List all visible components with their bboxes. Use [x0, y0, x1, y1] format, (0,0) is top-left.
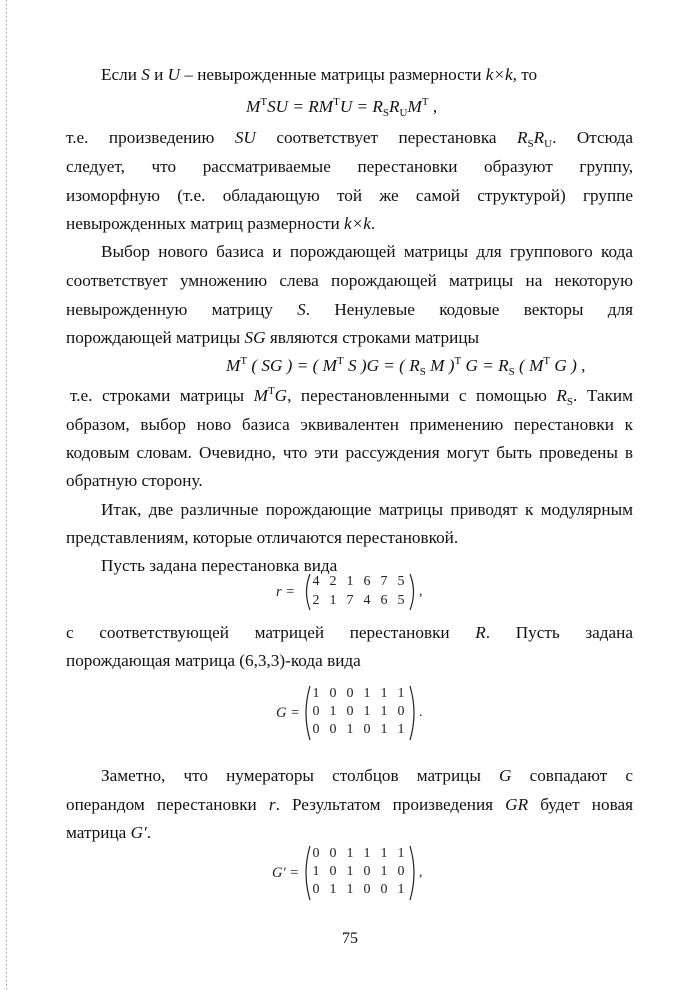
matrix-cell: 1: [346, 882, 354, 897]
matrix-cell: 1: [380, 864, 388, 879]
text-line: изоморфную (т.е. обладающую той же самой структурой) группе: [66, 186, 633, 205]
right-parenthesis: [408, 685, 418, 741]
right-parenthesis: [408, 845, 418, 901]
matrix-cell: 4: [363, 593, 371, 608]
right-parenthesis: [408, 573, 418, 611]
matrix-cell: 7: [380, 574, 388, 589]
text-line: порождающей матрицы SG являются строками матрицы: [66, 328, 480, 347]
matrix-cell: 0: [329, 686, 337, 701]
matrix-cell: 7: [346, 593, 354, 608]
matrix-cell: 5: [397, 574, 405, 589]
matrix-cell: 1: [312, 864, 320, 879]
matrix-cell: 6: [380, 593, 388, 608]
matrix-cell: 1: [397, 846, 405, 861]
generator-matrix-G: G = 1 0 0 1 1 1 0 1 0 1 1 0 0 0 1 0 1 1 .: [276, 683, 436, 743]
text-line: операндом перестановки r. Результатом произведения GR будет новая: [66, 795, 634, 814]
matrix-cell: 2: [312, 593, 320, 608]
matrix-cell: 0: [312, 882, 320, 897]
text-line: невырожденных матриц размерности k×k.: [66, 214, 376, 233]
text-line: обратную сторону.: [66, 471, 203, 490]
text-line: с соответствующей матрицей перестановки R. Пусть задана: [66, 623, 633, 642]
text-line: образом, выбор ново базиса эквивалентен применению перестановки к: [66, 415, 633, 434]
matrix-cell: 1: [397, 882, 405, 897]
matrix-G-prime: G′ = 0 0 1 1 1 1 1 0 1 0 1 0 0 1 1 0 0 1 ,: [272, 843, 436, 903]
text-line: Выбор нового базиса и порождающей матрицы для группового кода: [101, 242, 633, 261]
matrix-cell: 1: [312, 686, 320, 701]
text-line: Пусть задана перестановка вида: [101, 556, 338, 575]
text-line: невырожденную матрицу S. Ненулевые кодовые векторы для: [66, 300, 633, 319]
matrix-cell: 1: [397, 722, 405, 737]
matrix-cell: 4: [312, 574, 320, 589]
matrix-cell: 0: [380, 882, 388, 897]
matrix-cell: 0: [312, 846, 320, 861]
text-line: т.е. произведению SU соответствует перестановка $R_SR_U$. Отсюда: [66, 128, 633, 150]
matrix-cell: 5: [397, 593, 405, 608]
permutation-matrix: r = 4 2 1 6 7 5 2 1 7 4 6 5 ,: [276, 571, 436, 613]
equation: $M^T$ ( SG ) = ( $M^T$ S )G = ( $R_S$ M )$^T$ $G = R_S$ ( $M^T$ G ) ,: [226, 355, 586, 378]
text-line: Заметно, что нумераторы столбцов матрицы G совпадают с: [101, 766, 633, 785]
matrix-cell: 1: [363, 846, 371, 861]
matrix-cell: 1: [346, 574, 354, 589]
text-line: т.е. строками матрицы $M^TG$, перестановленными с помощью $R_S$. Таким: [70, 385, 633, 408]
matrix-cell: 1: [380, 722, 388, 737]
matrix-cell: 1: [363, 686, 371, 701]
matrix-cell: 1: [346, 846, 354, 861]
page-edge-dotted-line: [6, 0, 7, 990]
text-line: Итак, две различные порождающие матрицы приводят к модулярным: [101, 500, 633, 519]
matrix-cell: 0: [329, 846, 337, 861]
equation: $M^TSU = RM^TU = R_SR_UM^T$ ,: [246, 96, 438, 119]
text-line: порождающая матрица (6,3,3)-кода вида: [66, 651, 361, 670]
matrix-cell: 0: [329, 864, 337, 879]
matrix-cell: 2: [329, 574, 337, 589]
text-line: представлениям, которые отличаются перестановкой.: [66, 528, 459, 547]
matrix-cell: 1: [380, 686, 388, 701]
page-number: 75: [342, 930, 358, 947]
matrix-cell: 1: [380, 704, 388, 719]
matrix-cell: 1: [346, 722, 354, 737]
matrix-cell: 1: [363, 704, 371, 719]
text-line: следует, что рассматриваемые перестановки образуют группу,: [66, 157, 633, 176]
matrix-cell: 1: [397, 686, 405, 701]
text-line: Если S и U – невырожденные матрицы размерности k×k, то: [101, 65, 538, 84]
matrix-cell: 1: [346, 864, 354, 879]
matrix-cell: 0: [346, 704, 354, 719]
matrix-cell: 0: [312, 704, 320, 719]
matrix-cell: 0: [397, 864, 405, 879]
matrix-cell: 1: [329, 882, 337, 897]
matrix-cell: 0: [329, 722, 337, 737]
matrix-cell: 1: [329, 704, 337, 719]
matrix-cell: 6: [363, 574, 371, 589]
matrix-cell: 0: [312, 722, 320, 737]
matrix-cell: 0: [363, 722, 371, 737]
matrix-cell: 0: [397, 704, 405, 719]
matrix-cell: 1: [329, 593, 337, 608]
text-line: соответствует умножению слева порождающей матрицы на некоторую: [66, 271, 633, 290]
text-line: кодовым словам. Очевидно, что эти рассуждения могут быть проведены в: [66, 443, 633, 462]
text-line: матрица G′.: [66, 823, 152, 842]
matrix-cell: 0: [363, 864, 371, 879]
matrix-cell: 0: [346, 686, 354, 701]
matrix-cell: 1: [380, 846, 388, 861]
matrix-cell: 0: [363, 882, 371, 897]
